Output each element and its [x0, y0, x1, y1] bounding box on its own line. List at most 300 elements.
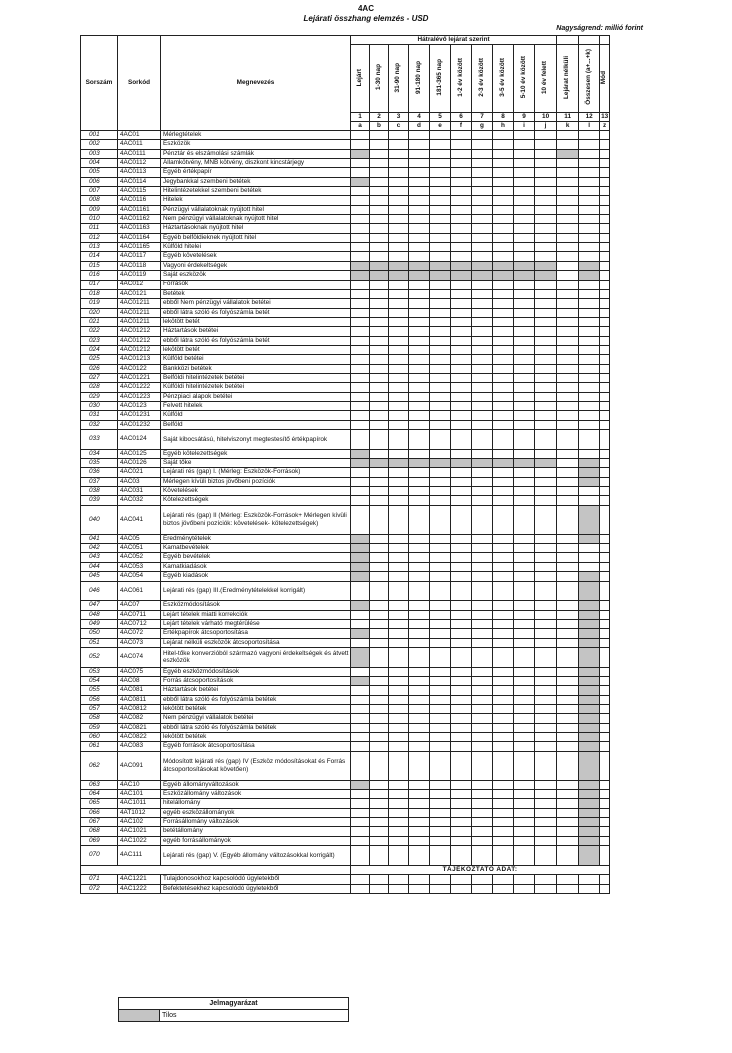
data-cell[interactable] [535, 742, 557, 751]
data-cell[interactable] [600, 733, 610, 742]
data-cell[interactable] [389, 280, 409, 289]
data-cell[interactable] [600, 638, 610, 647]
data-cell[interactable] [370, 619, 389, 628]
data-cell[interactable] [557, 364, 579, 373]
data-cell[interactable] [430, 742, 451, 751]
data-cell[interactable] [493, 553, 514, 562]
data-cell[interactable] [600, 336, 610, 345]
data-cell[interactable] [389, 723, 409, 732]
data-cell[interactable] [493, 695, 514, 704]
data-cell[interactable] [389, 131, 409, 140]
data-cell[interactable] [389, 799, 409, 808]
data-cell[interactable] [535, 411, 557, 420]
data-cell[interactable] [451, 667, 472, 676]
data-cell[interactable] [535, 505, 557, 534]
data-cell[interactable] [389, 676, 409, 685]
data-cell[interactable] [370, 168, 389, 177]
data-cell[interactable] [370, 411, 389, 420]
data-cell[interactable] [451, 252, 472, 261]
data-cell[interactable] [409, 619, 430, 628]
data-cell[interactable] [535, 572, 557, 581]
data-cell[interactable] [451, 140, 472, 149]
data-cell[interactable] [389, 496, 409, 505]
data-cell[interactable] [535, 420, 557, 429]
data-cell[interactable] [389, 233, 409, 242]
data-cell[interactable] [493, 159, 514, 168]
data-cell[interactable] [600, 289, 610, 298]
data-cell[interactable] [409, 808, 430, 817]
data-cell[interactable] [493, 420, 514, 429]
data-cell[interactable] [351, 159, 370, 168]
data-cell[interactable] [557, 742, 579, 751]
data-cell[interactable] [451, 610, 472, 619]
data-cell[interactable] [514, 224, 535, 233]
data-cell[interactable] [579, 252, 600, 261]
data-cell[interactable] [389, 733, 409, 742]
data-cell[interactable] [579, 553, 600, 562]
data-cell[interactable] [472, 364, 493, 373]
data-cell[interactable] [451, 487, 472, 496]
data-cell[interactable] [600, 695, 610, 704]
data-cell[interactable] [351, 695, 370, 704]
data-cell[interactable] [535, 714, 557, 723]
data-cell[interactable] [430, 601, 451, 610]
data-cell[interactable] [600, 647, 610, 667]
data-cell[interactable] [514, 159, 535, 168]
data-cell[interactable] [493, 468, 514, 477]
data-cell[interactable] [351, 610, 370, 619]
data-cell[interactable] [472, 581, 493, 601]
data-cell[interactable] [600, 308, 610, 317]
data-cell[interactable] [409, 505, 430, 534]
data-cell[interactable] [514, 884, 535, 893]
data-cell[interactable] [389, 177, 409, 186]
data-cell[interactable] [389, 289, 409, 298]
data-cell[interactable] [472, 196, 493, 205]
data-cell[interactable] [351, 638, 370, 647]
data-cell[interactable] [535, 534, 557, 543]
data-cell[interactable] [514, 505, 535, 534]
data-cell[interactable] [600, 233, 610, 242]
data-cell[interactable] [579, 875, 600, 884]
data-cell[interactable] [472, 149, 493, 158]
data-cell[interactable] [370, 790, 389, 799]
data-cell[interactable] [451, 799, 472, 808]
data-cell[interactable] [535, 401, 557, 410]
data-cell[interactable] [535, 149, 557, 158]
data-cell[interactable] [389, 742, 409, 751]
data-cell[interactable] [472, 243, 493, 252]
data-cell[interactable] [493, 299, 514, 308]
data-cell[interactable] [600, 149, 610, 158]
data-cell[interactable] [370, 401, 389, 410]
data-cell[interactable] [557, 562, 579, 571]
data-cell[interactable] [351, 884, 370, 893]
data-cell[interactable] [409, 704, 430, 713]
data-cell[interactable] [557, 224, 579, 233]
data-cell[interactable] [370, 714, 389, 723]
data-cell[interactable] [472, 572, 493, 581]
data-cell[interactable] [472, 411, 493, 420]
data-cell[interactable] [493, 487, 514, 496]
data-cell[interactable] [472, 355, 493, 364]
data-cell[interactable] [370, 345, 389, 354]
data-cell[interactable] [600, 459, 610, 468]
data-cell[interactable] [430, 751, 451, 780]
data-cell[interactable] [557, 317, 579, 326]
data-cell[interactable] [451, 505, 472, 534]
data-cell[interactable] [557, 818, 579, 827]
data-cell[interactable] [557, 177, 579, 186]
data-cell[interactable] [557, 581, 579, 601]
data-cell[interactable] [557, 808, 579, 817]
data-cell[interactable] [430, 827, 451, 836]
data-cell[interactable] [472, 289, 493, 298]
data-cell[interactable] [579, 496, 600, 505]
data-cell[interactable] [409, 581, 430, 601]
data-cell[interactable] [351, 355, 370, 364]
data-cell[interactable] [370, 695, 389, 704]
data-cell[interactable] [351, 289, 370, 298]
data-cell[interactable] [600, 345, 610, 354]
data-cell[interactable] [493, 280, 514, 289]
data-cell[interactable] [370, 233, 389, 242]
data-cell[interactable] [430, 619, 451, 628]
data-cell[interactable] [493, 215, 514, 224]
data-cell[interactable] [557, 383, 579, 392]
data-cell[interactable] [557, 261, 579, 270]
data-cell[interactable] [472, 252, 493, 261]
data-cell[interactable] [579, 187, 600, 196]
data-cell[interactable] [451, 544, 472, 553]
data-cell[interactable] [472, 205, 493, 214]
data-cell[interactable] [370, 215, 389, 224]
data-cell[interactable] [493, 449, 514, 458]
data-cell[interactable] [600, 799, 610, 808]
data-cell[interactable] [557, 884, 579, 893]
data-cell[interactable] [370, 327, 389, 336]
data-cell[interactable] [557, 647, 579, 667]
data-cell[interactable] [351, 317, 370, 326]
data-cell[interactable] [451, 790, 472, 799]
data-cell[interactable] [351, 401, 370, 410]
data-cell[interactable] [535, 308, 557, 317]
data-cell[interactable] [535, 647, 557, 667]
data-cell[interactable] [535, 449, 557, 458]
data-cell[interactable] [514, 846, 535, 866]
data-cell[interactable] [600, 496, 610, 505]
data-cell[interactable] [430, 140, 451, 149]
data-cell[interactable] [409, 818, 430, 827]
data-cell[interactable] [514, 131, 535, 140]
data-cell[interactable] [472, 667, 493, 676]
data-cell[interactable] [389, 647, 409, 667]
data-cell[interactable] [535, 140, 557, 149]
data-cell[interactable] [514, 373, 535, 382]
data-cell[interactable] [514, 401, 535, 410]
data-cell[interactable] [430, 733, 451, 742]
data-cell[interactable] [370, 638, 389, 647]
data-cell[interactable] [600, 243, 610, 252]
data-cell[interactable] [370, 289, 389, 298]
data-cell[interactable] [430, 553, 451, 562]
data-cell[interactable] [389, 392, 409, 401]
data-cell[interactable] [600, 477, 610, 486]
data-cell[interactable] [472, 373, 493, 382]
data-cell[interactable] [535, 723, 557, 732]
data-cell[interactable] [472, 224, 493, 233]
data-cell[interactable] [351, 581, 370, 601]
data-cell[interactable] [389, 827, 409, 836]
data-cell[interactable] [389, 140, 409, 149]
data-cell[interactable] [409, 140, 430, 149]
data-cell[interactable] [389, 790, 409, 799]
data-cell[interactable] [451, 818, 472, 827]
data-cell[interactable] [493, 751, 514, 780]
data-cell[interactable] [535, 299, 557, 308]
data-cell[interactable] [451, 581, 472, 601]
data-cell[interactable] [493, 686, 514, 695]
data-cell[interactable] [493, 373, 514, 382]
data-cell[interactable] [351, 131, 370, 140]
data-cell[interactable] [600, 714, 610, 723]
data-cell[interactable] [351, 742, 370, 751]
data-cell[interactable] [493, 742, 514, 751]
data-cell[interactable] [579, 280, 600, 289]
data-cell[interactable] [514, 392, 535, 401]
data-cell[interactable] [514, 327, 535, 336]
data-cell[interactable] [557, 131, 579, 140]
data-cell[interactable] [579, 884, 600, 893]
data-cell[interactable] [472, 638, 493, 647]
data-cell[interactable] [493, 177, 514, 186]
data-cell[interactable] [600, 317, 610, 326]
data-cell[interactable] [389, 638, 409, 647]
data-cell[interactable] [535, 667, 557, 676]
data-cell[interactable] [472, 695, 493, 704]
data-cell[interactable] [370, 723, 389, 732]
data-cell[interactable] [370, 733, 389, 742]
data-cell[interactable] [389, 243, 409, 252]
data-cell[interactable] [493, 477, 514, 486]
data-cell[interactable] [430, 780, 451, 789]
data-cell[interactable] [514, 233, 535, 242]
data-cell[interactable] [409, 487, 430, 496]
data-cell[interactable] [514, 818, 535, 827]
data-cell[interactable] [409, 243, 430, 252]
data-cell[interactable] [557, 159, 579, 168]
data-cell[interactable] [514, 496, 535, 505]
data-cell[interactable] [409, 430, 430, 450]
data-cell[interactable] [535, 601, 557, 610]
data-cell[interactable] [472, 742, 493, 751]
data-cell[interactable] [430, 884, 451, 893]
data-cell[interactable] [409, 553, 430, 562]
data-cell[interactable] [430, 695, 451, 704]
data-cell[interactable] [409, 177, 430, 186]
data-cell[interactable] [472, 487, 493, 496]
data-cell[interactable] [389, 187, 409, 196]
data-cell[interactable] [472, 383, 493, 392]
data-cell[interactable] [493, 638, 514, 647]
data-cell[interactable] [389, 477, 409, 486]
data-cell[interactable] [557, 610, 579, 619]
data-cell[interactable] [451, 205, 472, 214]
data-cell[interactable] [514, 780, 535, 789]
data-cell[interactable] [409, 252, 430, 261]
data-cell[interactable] [535, 468, 557, 477]
data-cell[interactable] [535, 751, 557, 780]
data-cell[interactable] [579, 562, 600, 571]
data-cell[interactable] [600, 205, 610, 214]
data-cell[interactable] [430, 676, 451, 685]
data-cell[interactable] [351, 383, 370, 392]
data-cell[interactable] [472, 676, 493, 685]
data-cell[interactable] [370, 373, 389, 382]
data-cell[interactable] [579, 345, 600, 354]
data-cell[interactable] [430, 686, 451, 695]
data-cell[interactable] [557, 477, 579, 486]
data-cell[interactable] [557, 619, 579, 628]
data-cell[interactable] [370, 534, 389, 543]
data-cell[interactable] [451, 373, 472, 382]
data-cell[interactable] [579, 327, 600, 336]
data-cell[interactable] [370, 751, 389, 780]
data-cell[interactable] [600, 280, 610, 289]
data-cell[interactable] [493, 836, 514, 845]
data-cell[interactable] [600, 215, 610, 224]
data-cell[interactable] [535, 686, 557, 695]
data-cell[interactable] [370, 299, 389, 308]
data-cell[interactable] [370, 704, 389, 713]
data-cell[interactable] [493, 780, 514, 789]
data-cell[interactable] [579, 159, 600, 168]
data-cell[interactable] [557, 168, 579, 177]
data-cell[interactable] [514, 364, 535, 373]
data-cell[interactable] [389, 430, 409, 450]
data-cell[interactable] [493, 827, 514, 836]
data-cell[interactable] [351, 875, 370, 884]
data-cell[interactable] [370, 131, 389, 140]
data-cell[interactable] [557, 827, 579, 836]
data-cell[interactable] [514, 168, 535, 177]
data-cell[interactable] [514, 308, 535, 317]
data-cell[interactable] [451, 676, 472, 685]
data-cell[interactable] [409, 629, 430, 638]
data-cell[interactable] [514, 667, 535, 676]
data-cell[interactable] [351, 808, 370, 817]
data-cell[interactable] [579, 149, 600, 158]
data-cell[interactable] [409, 131, 430, 140]
data-cell[interactable] [557, 544, 579, 553]
data-cell[interactable] [430, 317, 451, 326]
data-cell[interactable] [430, 355, 451, 364]
data-cell[interactable] [514, 723, 535, 732]
data-cell[interactable] [389, 449, 409, 458]
data-cell[interactable] [493, 364, 514, 373]
data-cell[interactable] [451, 695, 472, 704]
data-cell[interactable] [600, 704, 610, 713]
data-cell[interactable] [493, 572, 514, 581]
data-cell[interactable] [409, 884, 430, 893]
data-cell[interactable] [472, 790, 493, 799]
data-cell[interactable] [389, 411, 409, 420]
data-cell[interactable] [389, 553, 409, 562]
data-cell[interactable] [430, 496, 451, 505]
data-cell[interactable] [535, 562, 557, 571]
data-cell[interactable] [351, 430, 370, 450]
data-cell[interactable] [600, 261, 610, 270]
data-cell[interactable] [451, 751, 472, 780]
data-cell[interactable] [409, 299, 430, 308]
data-cell[interactable] [370, 610, 389, 619]
data-cell[interactable] [600, 187, 610, 196]
data-cell[interactable] [600, 686, 610, 695]
data-cell[interactable] [430, 638, 451, 647]
data-cell[interactable] [430, 562, 451, 571]
data-cell[interactable] [535, 289, 557, 298]
data-cell[interactable] [514, 647, 535, 667]
data-cell[interactable] [493, 723, 514, 732]
data-cell[interactable] [389, 345, 409, 354]
data-cell[interactable] [451, 177, 472, 186]
data-cell[interactable] [579, 177, 600, 186]
data-cell[interactable] [514, 205, 535, 214]
data-cell[interactable] [514, 411, 535, 420]
data-cell[interactable] [557, 420, 579, 429]
data-cell[interactable] [351, 751, 370, 780]
data-cell[interactable] [409, 364, 430, 373]
data-cell[interactable] [557, 215, 579, 224]
data-cell[interactable] [579, 308, 600, 317]
data-cell[interactable] [451, 327, 472, 336]
data-cell[interactable] [351, 790, 370, 799]
data-cell[interactable] [535, 827, 557, 836]
data-cell[interactable] [389, 572, 409, 581]
data-cell[interactable] [493, 818, 514, 827]
data-cell[interactable] [535, 243, 557, 252]
data-cell[interactable] [430, 534, 451, 543]
data-cell[interactable] [389, 468, 409, 477]
data-cell[interactable] [557, 572, 579, 581]
data-cell[interactable] [389, 667, 409, 676]
data-cell[interactable] [472, 159, 493, 168]
data-cell[interactable] [535, 487, 557, 496]
data-cell[interactable] [472, 299, 493, 308]
data-cell[interactable] [472, 686, 493, 695]
data-cell[interactable] [351, 667, 370, 676]
data-cell[interactable] [430, 289, 451, 298]
data-cell[interactable] [535, 610, 557, 619]
data-cell[interactable] [472, 751, 493, 780]
data-cell[interactable] [493, 601, 514, 610]
data-cell[interactable] [600, 383, 610, 392]
data-cell[interactable] [409, 723, 430, 732]
data-cell[interactable] [514, 619, 535, 628]
data-cell[interactable] [472, 619, 493, 628]
data-cell[interactable] [430, 205, 451, 214]
data-cell[interactable] [370, 140, 389, 149]
data-cell[interactable] [389, 836, 409, 845]
data-cell[interactable] [557, 780, 579, 789]
data-cell[interactable] [535, 345, 557, 354]
data-cell[interactable] [409, 610, 430, 619]
data-cell[interactable] [409, 647, 430, 667]
data-cell[interactable] [430, 280, 451, 289]
data-cell[interactable] [409, 383, 430, 392]
data-cell[interactable] [370, 187, 389, 196]
data-cell[interactable] [430, 723, 451, 732]
